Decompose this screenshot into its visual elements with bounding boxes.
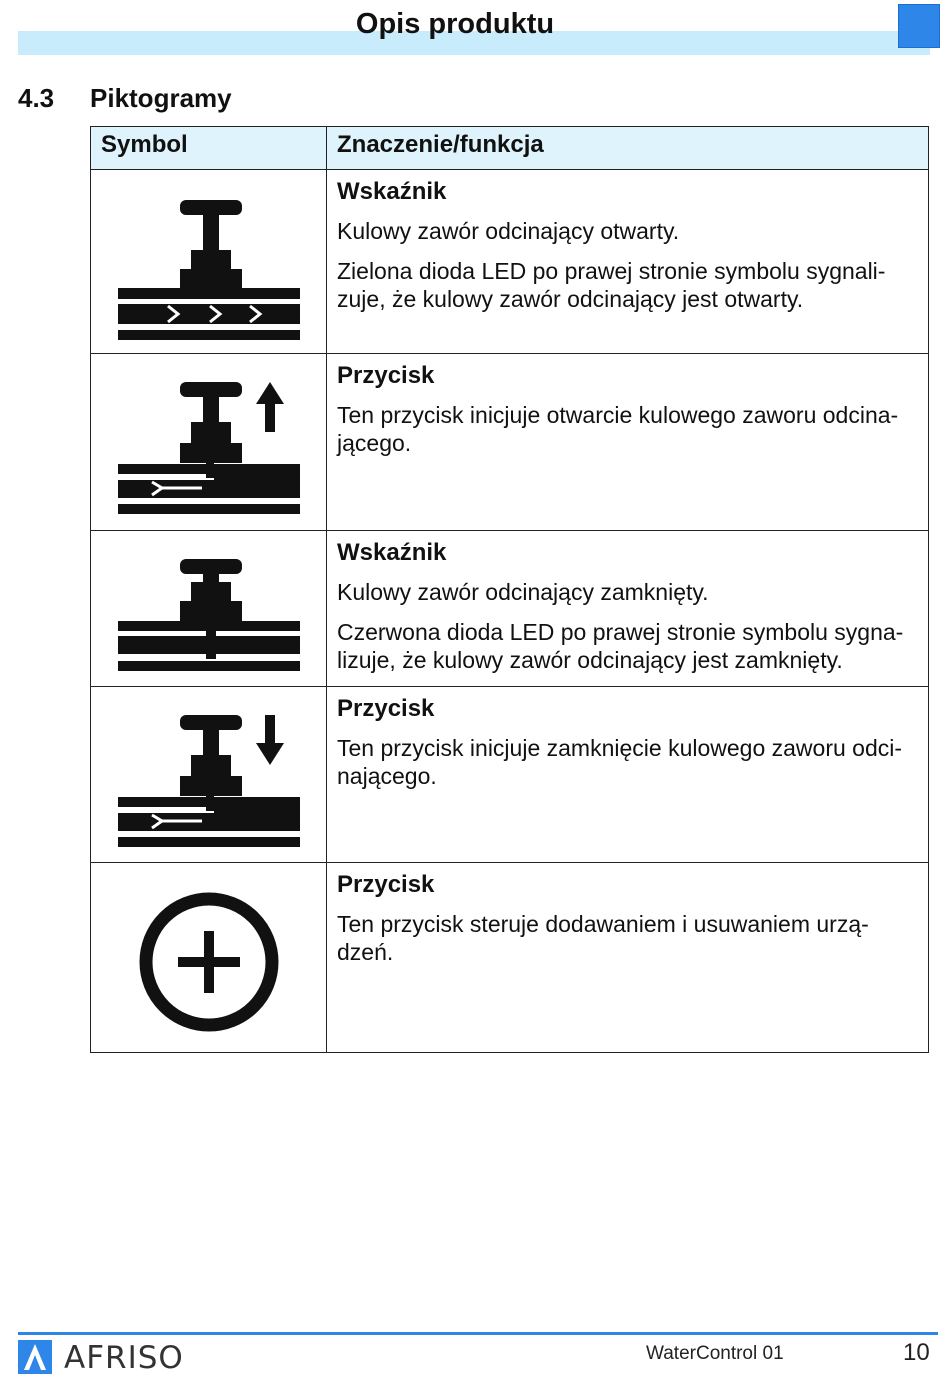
symbol-cell <box>91 170 327 354</box>
symbol-cell <box>91 863 327 1053</box>
column-header-meaning: Znaczenie/funkcja <box>327 127 929 170</box>
row-description: Kulowy zawór odcinający zamknięty. <box>337 579 709 605</box>
table-row <box>91 354 929 531</box>
symbol-cell <box>91 354 327 531</box>
header-accent-square <box>898 4 940 48</box>
add-remove-device-icon <box>138 891 280 1033</box>
table-row <box>91 531 929 687</box>
row-description: Zielona dioda LED po prawej stronie symbolu sygnali-zuje, że kulowy zawór odcinający jest otwarty. <box>337 258 886 312</box>
row-title: Przycisk <box>337 695 435 722</box>
meaning-cell <box>327 354 929 531</box>
row-description: Ten przycisk inicjuje zamknięcie kulowego zaworu odci-nającego. <box>337 735 903 789</box>
table-header-row <box>91 127 929 170</box>
row-title: Przycisk <box>337 362 435 389</box>
valve-closed-indicator-icon <box>118 559 300 671</box>
meaning-cell <box>327 170 929 354</box>
footer-brand: AFRISO <box>64 1340 184 1376</box>
table-row <box>91 863 929 1053</box>
footer-product-name: WaterControl 01 <box>646 1343 784 1364</box>
row-description: Kulowy zawór odcinający otwarty. <box>337 218 680 244</box>
row-description: Czerwona dioda LED po prawej stronie symbolu sygna-lizuje, że kulowy zawór odcinający jest zamknięty. <box>337 619 904 673</box>
meaning-cell <box>327 863 929 1053</box>
row-title: Przycisk <box>337 871 435 898</box>
pictogram-table <box>90 126 929 1053</box>
meaning-cell <box>327 531 929 687</box>
column-header-symbol: Symbol <box>91 127 327 170</box>
section-number: 4.3 <box>18 83 55 113</box>
page-number: 10 <box>903 1339 930 1366</box>
page-title: Opis produktu <box>355 8 555 40</box>
footer-divider <box>18 1332 938 1335</box>
afriso-logo-icon <box>18 1340 52 1374</box>
table-row <box>91 687 929 863</box>
symbol-cell <box>91 531 327 687</box>
row-description: Ten przycisk inicjuje otwarcie kulowego zaworu odcina-jącego. <box>337 402 899 456</box>
meaning-cell <box>327 687 929 863</box>
section-title: Piktogramy <box>90 83 232 113</box>
row-title: Wskaźnik <box>337 178 447 205</box>
row-title: Wskaźnik <box>337 539 447 566</box>
table-row <box>91 170 929 354</box>
valve-open-indicator-icon <box>118 198 300 340</box>
row-description: Ten przycisk steruje dodawaniem i usuwaniem urzą-dzeń. <box>337 911 869 965</box>
symbol-cell <box>91 687 327 863</box>
valve-close-button-icon <box>118 715 300 849</box>
valve-open-button-icon <box>118 382 300 516</box>
